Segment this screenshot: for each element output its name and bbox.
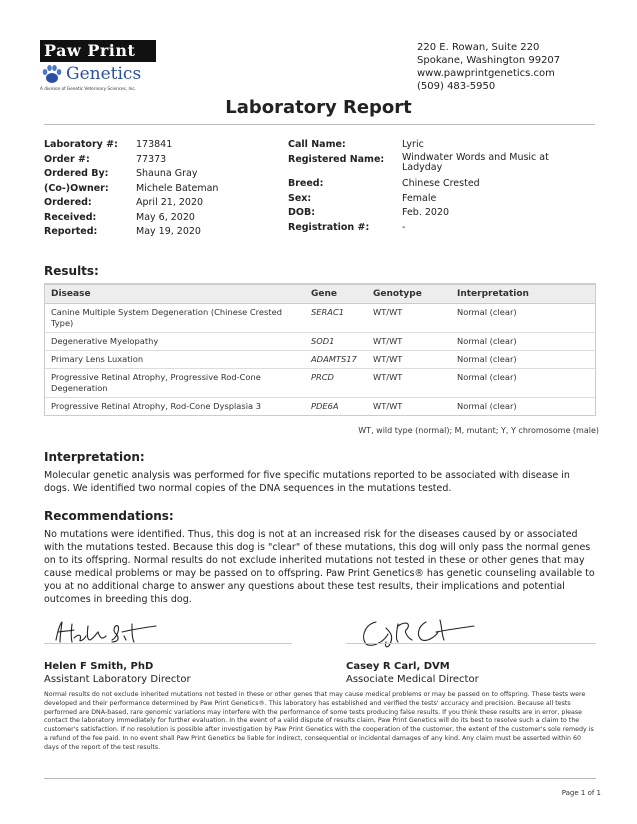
column-header: Interpretation xyxy=(451,285,595,304)
info-value: May 19, 2020 xyxy=(136,226,201,237)
interpretation-cell: Normal (clear) xyxy=(451,333,595,351)
genotype-cell: WT/WT xyxy=(367,333,451,351)
dog-info xyxy=(288,138,598,238)
info-value: 77373 xyxy=(136,153,167,165)
interpretation-cell: Normal (clear) xyxy=(451,304,595,333)
gene-cell: SOD1 xyxy=(305,333,367,351)
results-table-box xyxy=(44,283,596,416)
genotype-cell: WT/WT xyxy=(367,351,451,369)
signer-title: Associate Medical Director xyxy=(346,674,479,685)
info-label: Ordered By: xyxy=(44,168,109,179)
info-label: DOB: xyxy=(288,207,316,218)
company-logo xyxy=(40,40,156,92)
table-row xyxy=(45,304,595,333)
signer-title: Assistant Laboratory Director xyxy=(44,674,191,685)
disease-cell: Progressive Retinal Atrophy, Progressive Rod-Cone Degeneration xyxy=(45,369,305,398)
info-value: April 21, 2020 xyxy=(136,197,204,208)
table-row xyxy=(45,333,595,351)
info-label: Registered Name: xyxy=(288,153,385,165)
dob-value: Feb. 2020 xyxy=(402,207,450,218)
info-value: Michele Bateman xyxy=(136,182,219,194)
gene-cell: SERAC1 xyxy=(305,304,367,333)
table-row xyxy=(45,351,595,369)
info-label: Ordered: xyxy=(44,197,92,208)
info-label: Sex: xyxy=(288,192,312,204)
gene-cell: ADAMTS17 xyxy=(305,351,367,369)
call-name-value: Lyric xyxy=(402,139,424,150)
address-line: Spokane, Washington 99207 xyxy=(417,55,561,66)
info-value: 173841 xyxy=(136,139,173,150)
signer-name: Helen F Smith, PhD xyxy=(44,661,154,672)
table-row xyxy=(45,369,595,398)
registration-value: - xyxy=(402,221,406,233)
column-header: Genotype xyxy=(367,285,451,304)
info-label: Breed: xyxy=(288,178,324,189)
page-number: Page 1 of 1 xyxy=(561,789,601,797)
info-value: Shauna Gray xyxy=(136,168,198,179)
info-value: May 6, 2020 xyxy=(136,211,195,223)
genotype-cell: WT/WT xyxy=(367,398,451,416)
breed-value: Chinese Crested xyxy=(402,178,480,189)
info-label: Received: xyxy=(44,211,97,223)
interpretation-text: Molecular genetic analysis was performed for five specific mutations reported to be associated with disease in dogs. We identified two normal copies of the DNA sequences in the mutations tested. xyxy=(44,470,570,494)
title-divider xyxy=(44,124,595,125)
column-header: Gene xyxy=(305,285,367,304)
disease-cell: Primary Lens Luxation xyxy=(45,351,305,369)
interpretation-cell: Normal (clear) xyxy=(451,369,595,398)
results-heading: Results: xyxy=(44,264,99,278)
recommendations-text: No mutations were identified. Thus, this dog is not at an increased risk for the diseases caused by or associated with the mutations tested. Because this dog is "clear" of these mutations, this dog will only pass the normal genes on to its offspring. Normal results do not exclude inherited mutations not tested in these or other genes that may cause medical problems or may be passed on to offspring. Paw Print Genetics® has genetic counseling available to you at no additional charge to answer any questions about these test results, their implications and potential outcomes in breeding this dog. xyxy=(44,529,595,605)
signature-line xyxy=(44,643,292,644)
column-header: Disease xyxy=(45,285,305,304)
website-link[interactable]: www.pawprintgenetics.com xyxy=(417,68,555,79)
info-label: Call Name: xyxy=(288,139,346,150)
signer-name: Casey R Carl, DVM xyxy=(346,661,450,672)
signature-casey-carl xyxy=(356,614,496,652)
info-label: Reported: xyxy=(44,226,98,237)
gene-cell: PRCD xyxy=(305,369,367,398)
logo-subtitle: A division of Genetic Veterinary Sciences, Inc. xyxy=(40,86,136,91)
genotype-legend: WT, wild type (normal); M, mutant; Y, Y chromosome (male) xyxy=(358,426,599,435)
info-label: Laboratory #: xyxy=(44,139,118,150)
genotype-cell: WT/WT xyxy=(367,304,451,333)
info-label: (Co-)Owner: xyxy=(44,182,109,194)
signature-line xyxy=(346,643,596,644)
registered-name-line: Ladyday xyxy=(402,161,443,173)
genotype-cell: WT/WT xyxy=(367,369,451,398)
phone-number: (509) 483-5950 xyxy=(417,81,496,92)
registered-name-line: Windwater Words and Music at xyxy=(402,151,549,163)
disease-cell: Canine Multiple System Degeneration (Chinese Crested Type) xyxy=(45,304,305,333)
disease-cell: Progressive Retinal Atrophy, Rod-Cone Dysplasia 3 xyxy=(45,398,305,416)
info-label: Registration #: xyxy=(288,221,370,233)
registered-name-value xyxy=(402,153,549,173)
signature-helen-smith xyxy=(52,618,162,646)
report-title: Laboratory Report xyxy=(225,97,412,118)
logo-genetics: Genetics xyxy=(66,64,142,84)
address-line: 220 E. Rowan, Suite 220 xyxy=(417,42,540,53)
paw-print-icon xyxy=(40,63,64,85)
interpretation-heading: Interpretation: xyxy=(44,450,145,464)
order-info xyxy=(44,138,274,243)
lab-address xyxy=(417,41,560,93)
disclaimer-text: Normal results do not exclude inherited mutations not tested in these or other genes that may cause medical problems or may be passed on to offspring. These tests were developed and their performance determined by Paw Print Genetics®. This laboratory has established and verified the tests' accuracy and precision. Because all tests performed are DNA-based, rare genomic variations may interfere with the performance of some tests producing false results. If you think these results are in error, please contact the laboratory immediately for further evaluation. In the event of a valid dispute of results claim, Paw Print Genetics will do its best to resolve such a claim to the customer's satisfaction. If no resolution is possible after investigation by Paw Print Genetics with the cooperation of the customer, the extent of the customer's sole remedy is a refund of the fee paid. In no event shall Paw Print Genetics be liable for indirect, consequential or incidental damages of any kind. Any claim must be asserted within 60 days of the report of the test results. xyxy=(44,691,594,751)
results-table xyxy=(45,284,595,415)
table-row xyxy=(45,398,595,416)
sex-value: Female xyxy=(402,192,437,204)
info-label: Order #: xyxy=(44,153,90,165)
interpretation-cell: Normal (clear) xyxy=(451,351,595,369)
logo-title: Paw Print xyxy=(40,40,156,62)
interpretation-cell: Normal (clear) xyxy=(451,398,595,416)
recommendations-heading: Recommendations: xyxy=(44,509,174,523)
table-header-row xyxy=(45,285,595,304)
disease-cell: Degenerative Myelopathy xyxy=(45,333,305,351)
footer-divider xyxy=(44,778,596,779)
gene-cell: PDE6A xyxy=(305,398,367,416)
